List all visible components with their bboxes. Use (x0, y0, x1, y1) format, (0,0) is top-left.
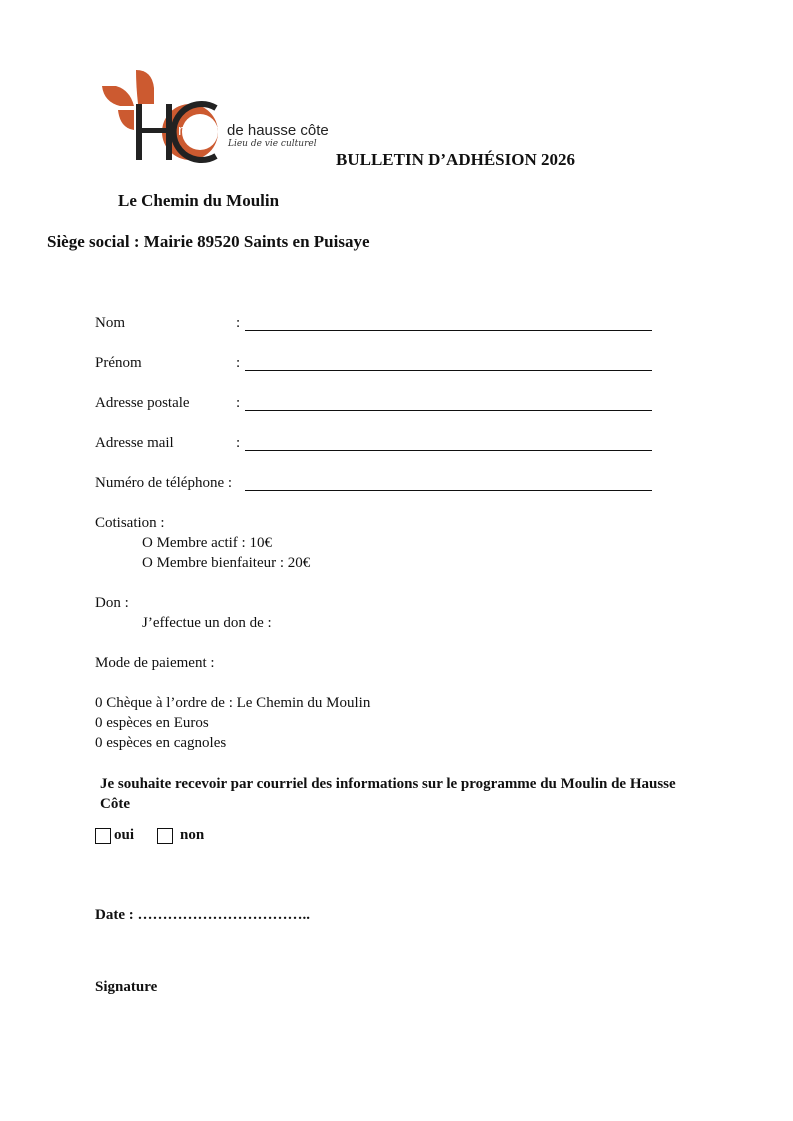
signature-label: Signature (95, 979, 158, 995)
head-office: Siège social : Mairie 89520 Saints en Puisaye (47, 232, 370, 251)
cotisation-option-actif[interactable]: O Membre actif : 10€ (142, 535, 272, 551)
no-checkbox[interactable] (157, 828, 173, 844)
yes-checkbox[interactable] (95, 828, 111, 844)
field-sep-adresse-mail: : (236, 435, 241, 451)
form-title: BULLETIN D’ADHÉSION 2026 (336, 150, 575, 169)
don-label: Don : (95, 595, 129, 611)
logo-tagline: Lieu de vie culturel (228, 139, 317, 149)
field-label-prenom: Prénom (95, 355, 142, 371)
payment-option-cagnoles[interactable]: 0 espèces en cagnoles (95, 735, 227, 751)
cotisation-label: Cotisation : (95, 515, 165, 531)
brand-logo (98, 66, 334, 166)
field-sep-adresse-postale: : (236, 395, 241, 411)
organization-name: Le Chemin du Moulin (118, 191, 280, 210)
field-sep-prenom: : (236, 355, 241, 371)
logo-name-rest: de hausse côte (227, 122, 329, 139)
telephone-input-line[interactable] (245, 490, 652, 491)
field-label-adresse-mail: Adresse mail (95, 435, 174, 451)
payment-option-cheque[interactable]: 0 Chèque à l’ordre de : Le Chemin du Moulin (95, 695, 371, 711)
payment-option-euros[interactable]: 0 espèces en Euros (95, 715, 209, 731)
payment-label: Mode de paiement : (95, 655, 215, 671)
field-sep-nom: : (236, 315, 241, 331)
cotisation-option-bienfaiteur[interactable]: O Membre bienfaiteur : 20€ (142, 555, 311, 571)
logo-name: moulin (178, 122, 223, 139)
field-label-adresse-postale: Adresse postale (95, 395, 190, 411)
yes-label: oui (114, 827, 135, 843)
nom-input-line[interactable] (245, 330, 652, 331)
field-label-telephone: Numéro de téléphone : (95, 475, 233, 491)
field-label-nom: Nom (95, 315, 125, 331)
adresse-mail-input-line[interactable] (245, 450, 652, 451)
newsletter-text: Je souhaite recevoir par courriel des informations sur le programme du Moulin de Hausse Côte (100, 776, 676, 812)
adresse-postale-input-line[interactable] (245, 410, 652, 411)
prenom-input-line[interactable] (245, 370, 652, 371)
no-label: non (180, 827, 205, 843)
don-text: J’effectue un don de : (142, 615, 272, 631)
date-field[interactable]: Date : …………………………….. (95, 907, 310, 923)
moulin-logo-graphic (98, 66, 334, 166)
